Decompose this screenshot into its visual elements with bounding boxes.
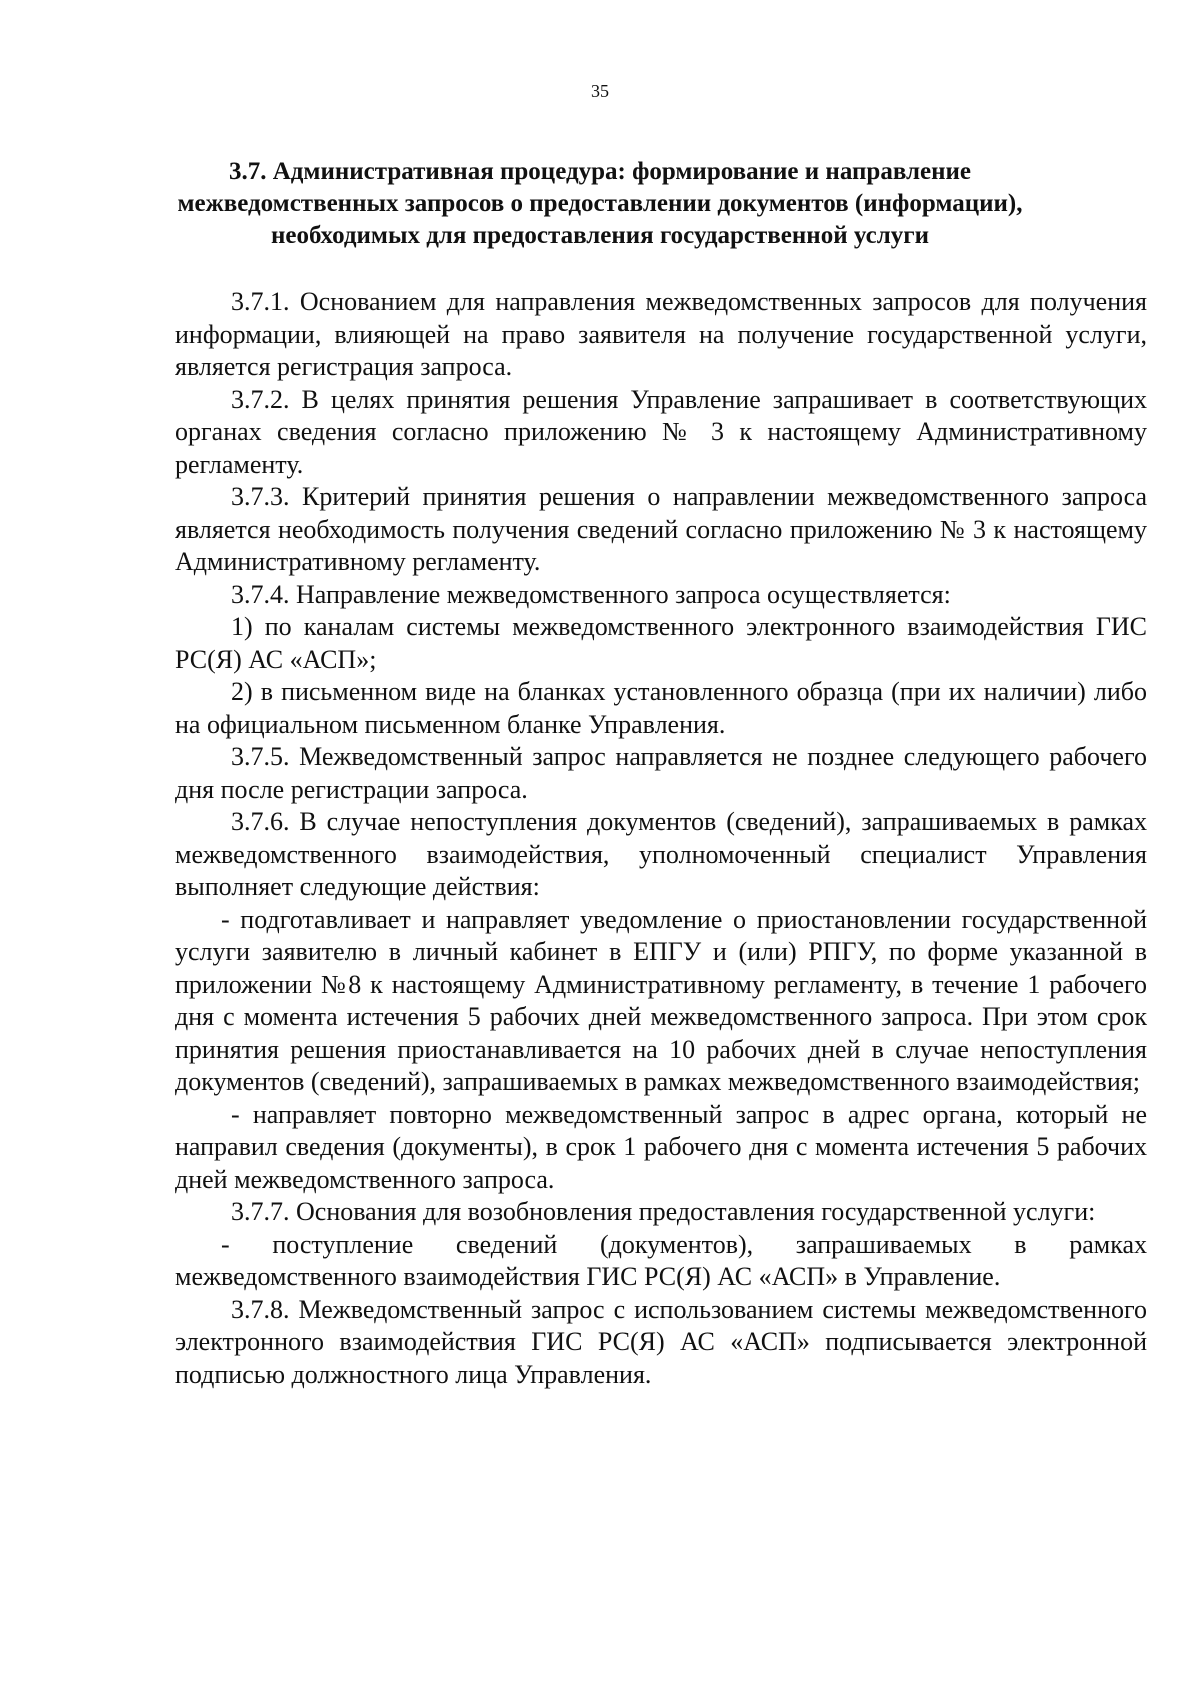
section-heading-line-2: межведомственных запросов о предоставлении документов (информации), [177, 190, 1023, 217]
paragraph-3-7-1: 3.7.1. Основанием для направления межведомственных запросов для получения информации, влияющей на право заявителя на получение государственной услуги, является регистрация запроса. [175, 287, 1147, 381]
paragraph-3-7-8: 3.7.8. Межведомственный запрос с использованием системы межведомственного электронного взаимодействия ГИС РС(Я) АС «АСП» подписывается электронной подписью должностного лица Управления. [175, 1294, 1147, 1389]
paragraph-3-7-2: 3.7.2. В целях принятия решения Управление запрашивает в соответствующих органах сведения согласно приложению № 3 к настоящему Административному регламенту. [175, 384, 1147, 479]
paragraph-3-7-5: 3.7.5. Межведомственный запрос направляется не позднее следующего рабочего дня после регистрации запроса. [175, 742, 1147, 804]
list-item-2: 2) в письменном виде на бланках установленного образца (при их наличии) либо на официальном письменном бланке Управления. [175, 677, 1147, 739]
dash-item-notify: - подготавливает и направляет уведомление о приостановлении государственной услуги заявителю в личный кабинет в ЕПГУ и (или) РПГУ, по форме указанной в приложении №8 к настоящему Административному регламенту, в течение 1 рабочего дня с момента истечения 5 рабочих дней межведомственного запроса. При этом срок принятия решения приостанавливается на 10 рабочих дней в случае непоступления документов (сведений), запрашиваемых в рамках межведомственного взаимодействия; [175, 904, 1147, 1096]
dash-item-receipt: - поступление сведений (документов), запрашиваемых в рамках межведомственного взаимодействия ГИС РС(Я) АС «АСП» в Управление. [175, 1229, 1147, 1291]
section-heading-line-3: необходимых для предоставления государственной услуги [271, 222, 929, 249]
list-item-1: 1) по каналам системы межведомственного электронного взаимодействия ГИС РС(Я) АС «АСП»; [175, 612, 1147, 674]
page-number: 35 [591, 81, 609, 101]
section-heading [160, 156, 1040, 252]
paragraph-3-7-7: 3.7.7. Основания для возобновления предоставления государственной услуги: [231, 1197, 1096, 1226]
dash-item-repeat-request: - направляет повторно межведомственный запрос в адрес органа, который не направил сведения (документы), в срок 1 рабочего дня с момента истечения 5 рабочих дней межведомственного запроса. [175, 1099, 1147, 1194]
paragraph-3-7-3: 3.7.3. Критерий принятия решения о направлении межведомственного запроса является необходимость получения сведений согласно приложению № 3 к настоящему Административному регламенту. [175, 482, 1147, 576]
paragraph-3-7-6: 3.7.6. В случае непоступления документов (сведений), запрашиваемых в рамках межведомственного взаимодействия, уполномоченный специалист Управления выполняет следующие действия: [175, 807, 1147, 901]
section-heading-line-1: 3.7. Административная процедура: формирование и направление [228, 158, 972, 185]
paragraph-3-7-4: 3.7.4. Направление межведомственного запроса осуществляется: [231, 579, 951, 609]
section-body [175, 286, 1147, 1391]
